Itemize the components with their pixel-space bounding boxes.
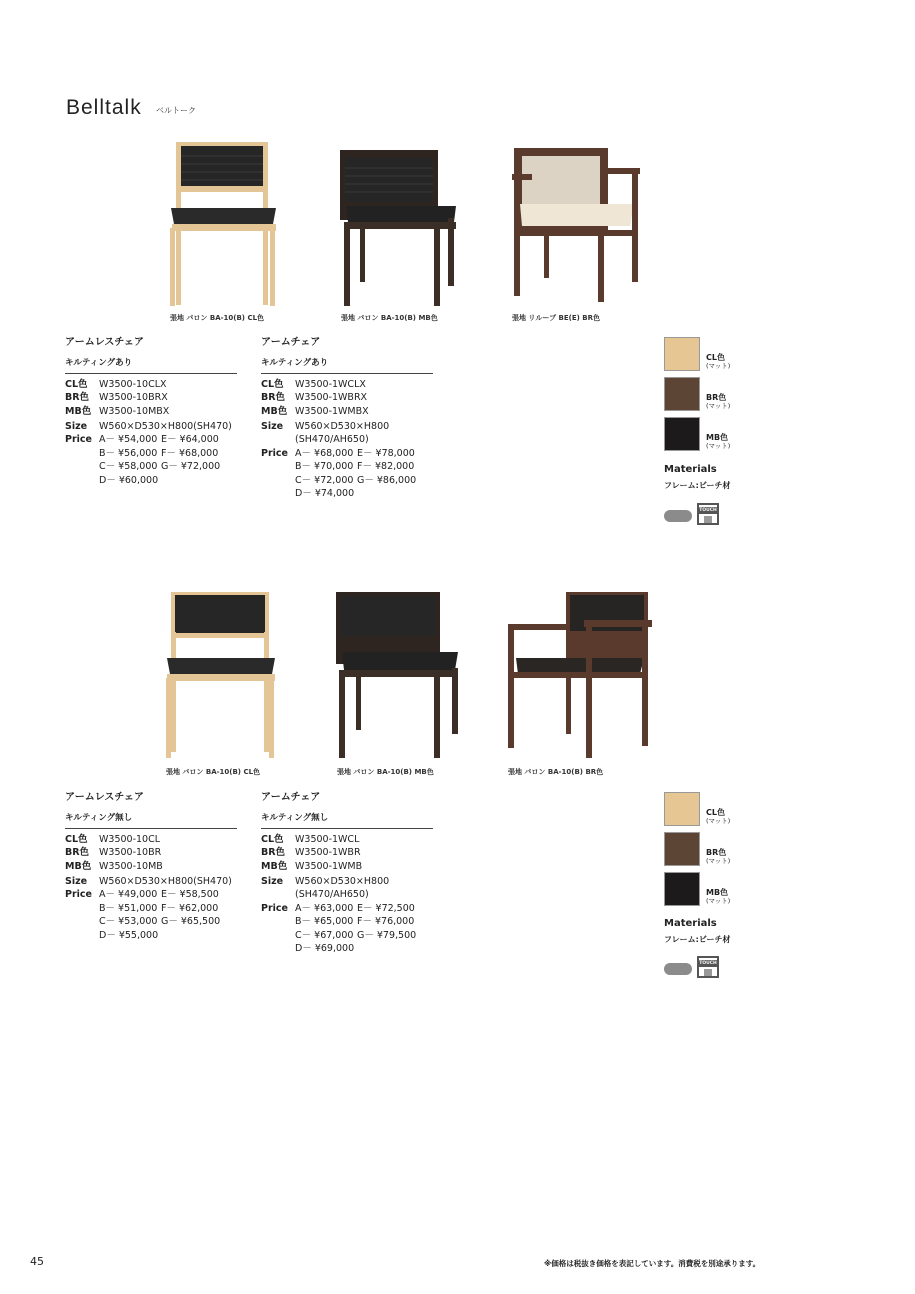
price: D－ ¥69,000 <box>295 943 355 955</box>
price: A－ ¥68,000 <box>295 447 354 459</box>
photo-caption: 張地 バロン BA-10(B) CL色 <box>166 768 261 776</box>
color-label: MB色 <box>65 860 92 872</box>
model-code: W3500-1WCLX <box>295 378 366 390</box>
chair-photo-armless-cl-quilted <box>166 140 281 308</box>
price: A－ ¥49,000 <box>99 889 158 901</box>
spec-arm-quilted <box>261 336 433 500</box>
model-code: W3500-1WCL <box>295 833 360 845</box>
spec-subheading: キルティングあり <box>65 357 237 373</box>
touch-icon: TOUCH <box>697 503 719 525</box>
price: A－ ¥54,000 <box>99 434 158 446</box>
model-code: W3500-10BRX <box>99 392 168 404</box>
photo-caption: 張地 バロン BA-10(B) CL色 <box>170 314 265 322</box>
price: G－ ¥72,000 <box>161 461 221 473</box>
model-code: W3500-1WMB <box>295 860 363 872</box>
model-code: W3500-10CLX <box>99 378 167 390</box>
model-code: W3500-10BR <box>99 847 162 859</box>
model-code: W3500-1WMBX <box>295 405 369 417</box>
color-label: MB色 <box>261 405 288 417</box>
model-code: W3500-1WBR <box>295 847 361 859</box>
price: G－ ¥79,500 <box>357 929 417 941</box>
swatch-label: BR色 (マット) <box>706 393 731 410</box>
price: E－ ¥78,000 <box>357 447 415 459</box>
model-code: W3500-10MBX <box>99 405 170 417</box>
color-label: CL色 <box>65 833 88 845</box>
color-label: BR色 <box>261 392 286 404</box>
swatch-label: CL色 (マット) <box>706 353 731 370</box>
price-label: Price <box>261 902 288 914</box>
spec-armless-quilted <box>65 336 237 487</box>
price: E－ ¥58,500 <box>161 889 219 901</box>
price: E－ ¥64,000 <box>161 434 219 446</box>
materials-text: フレーム:ビーチ材 <box>664 935 731 944</box>
price: G－ ¥65,500 <box>161 916 221 928</box>
swatch-cl <box>664 792 700 826</box>
chair-photo-arm-br-quilted <box>510 146 644 306</box>
price: D－ ¥55,000 <box>99 929 159 941</box>
price: B－ ¥70,000 <box>295 461 354 473</box>
price: F－ ¥62,000 <box>161 902 219 914</box>
spec-subheading: キルティング無し <box>65 812 237 828</box>
spec-armless <box>65 791 237 942</box>
swatch-label: MB色 (マット) <box>706 433 731 450</box>
touch-icon: TOUCH <box>697 956 719 978</box>
materials-title: Materials <box>664 464 717 475</box>
size-label: Size <box>65 421 88 433</box>
photo-caption: 張地 リループ BE(E) BR色 <box>512 314 600 322</box>
model-code: W3500-10MB <box>99 860 163 872</box>
price: D－ ¥74,000 <box>295 488 355 500</box>
color-label: BR色 <box>65 392 90 404</box>
eco-label-icon <box>664 963 692 975</box>
materials-text: フレーム:ビーチ材 <box>664 481 731 490</box>
swatch-label: CL色 (マット) <box>706 808 731 825</box>
swatch-mb <box>664 417 700 451</box>
size-value-2: (SH470/AH650) <box>295 889 369 901</box>
swatch-br <box>664 377 700 411</box>
spec-heading: アームチェア <box>261 792 321 803</box>
price: B－ ¥65,000 <box>295 916 354 928</box>
tax-footnote: ※価格は税抜き価格を表記しています。消費税を別途承ります。 <box>544 1259 761 1268</box>
price: C－ ¥67,000 <box>295 929 354 941</box>
photo-caption: 張地 バロン BA-10(B) BR色 <box>508 768 604 776</box>
size-value: W560×D530×H800(SH470) <box>99 876 232 888</box>
spec-subheading: キルティング無し <box>261 812 433 828</box>
price: B－ ¥51,000 <box>99 902 158 914</box>
spec-heading: アームチェア <box>261 337 321 348</box>
eco-label-icon <box>664 510 692 522</box>
model-code: W3500-10CL <box>99 833 161 845</box>
swatch-br <box>664 832 700 866</box>
size-label: Size <box>261 421 284 433</box>
chair-photo-armless-cl <box>163 590 281 760</box>
spec-arm <box>261 791 433 955</box>
spec-heading: アームレスチェア <box>65 792 144 803</box>
color-label: CL色 <box>261 833 284 845</box>
size-value: W560×D530×H800 <box>295 421 390 433</box>
color-label: MB色 <box>65 405 92 417</box>
swatch-mb <box>664 872 700 906</box>
price: A－ ¥63,000 <box>295 902 354 914</box>
size-value-2: (SH470/AH650) <box>295 434 369 446</box>
materials-title: Materials <box>664 918 717 929</box>
price: C－ ¥58,000 <box>99 461 158 473</box>
price: F－ ¥76,000 <box>357 916 415 928</box>
page-title-jp: ベルトーク <box>156 106 196 115</box>
size-label: Size <box>65 876 88 888</box>
color-label: MB色 <box>261 860 288 872</box>
size-value: W560×D530×H800 <box>295 876 390 888</box>
swatch-cl <box>664 337 700 371</box>
price: C－ ¥72,000 <box>295 474 354 486</box>
color-label: CL色 <box>65 378 88 390</box>
chair-photo-arm-br <box>506 590 654 760</box>
price-label: Price <box>65 434 92 446</box>
page-number: 45 <box>30 1255 44 1268</box>
price: F－ ¥68,000 <box>161 447 219 459</box>
chair-photo-armless-mb-quilted <box>338 148 460 308</box>
price: F－ ¥82,000 <box>357 461 415 473</box>
photo-caption: 張地 バロン BA-10(B) MB色 <box>337 768 434 776</box>
model-code: W3500-1WBRX <box>295 392 368 404</box>
chair-photo-armless-mb <box>334 590 462 760</box>
price: B－ ¥56,000 <box>99 447 158 459</box>
color-label: BR色 <box>261 847 286 859</box>
spec-subheading: キルティングあり <box>261 357 433 373</box>
price: E－ ¥72,500 <box>357 902 415 914</box>
size-value: W560×D530×H800(SH470) <box>99 421 232 433</box>
size-label: Size <box>261 876 284 888</box>
price: C－ ¥53,000 <box>99 916 158 928</box>
price: G－ ¥86,000 <box>357 474 417 486</box>
price-label: Price <box>261 447 288 459</box>
color-label: CL色 <box>261 378 284 390</box>
spec-heading: アームレスチェア <box>65 337 144 348</box>
color-label: BR色 <box>65 847 90 859</box>
swatch-label: MB色 (マット) <box>706 888 731 905</box>
price: D－ ¥60,000 <box>99 474 159 486</box>
photo-caption: 張地 バロン BA-10(B) MB色 <box>341 314 438 322</box>
swatch-label: BR色 (マット) <box>706 848 731 865</box>
page-title: Belltalk <box>66 96 142 119</box>
price-label: Price <box>65 889 92 901</box>
